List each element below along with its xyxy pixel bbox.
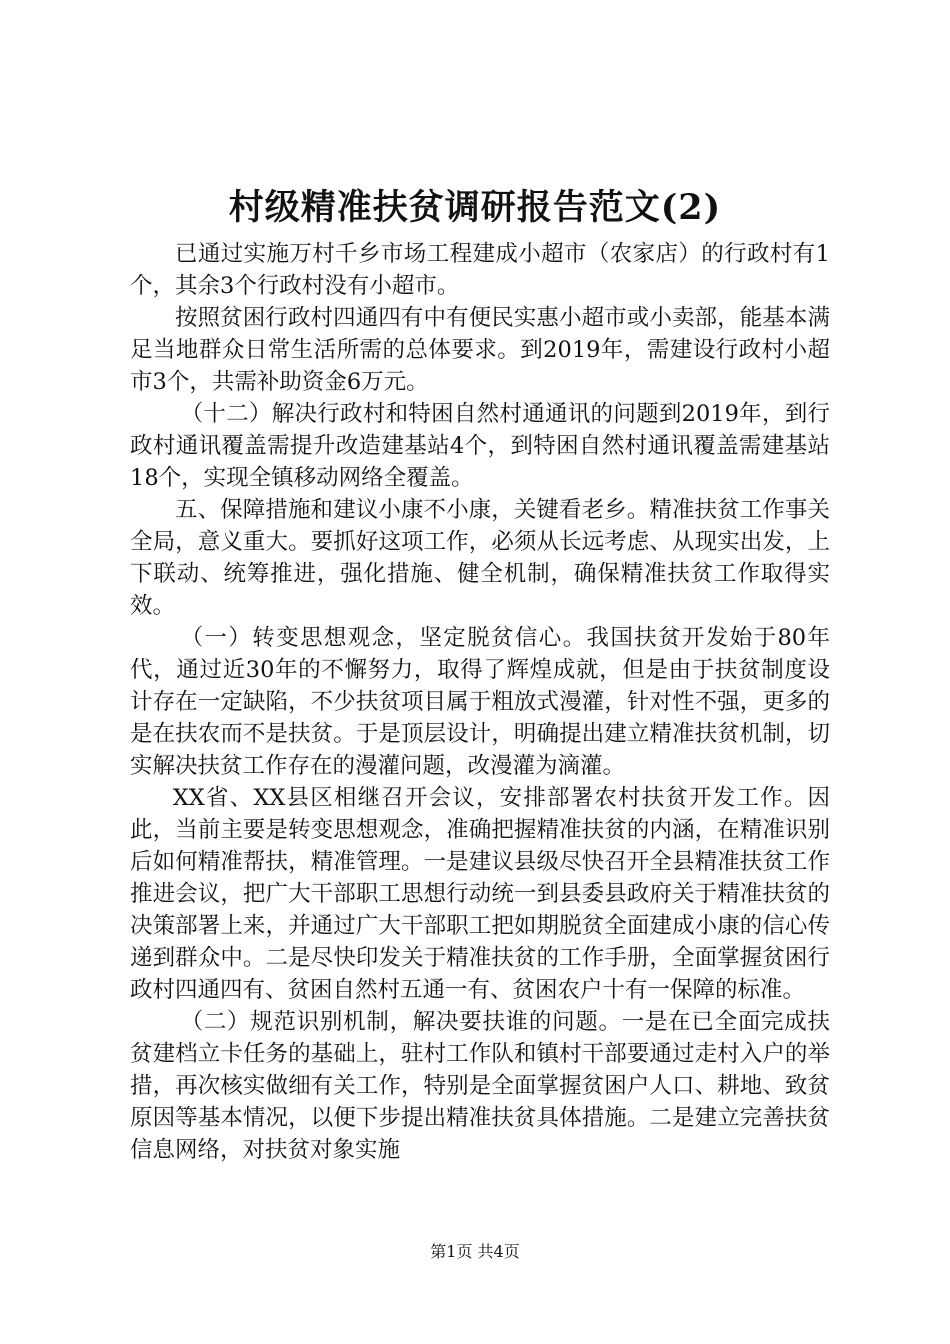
paragraph: 已通过实施万村千乡市场工程建成小超市（农家店）的行政村有1个，其余3个行政村没有小超市。: [130, 241, 830, 299]
paragraph: XX省、XX县区相继召开会议，安排部署农村扶贫开发工作。因此，当前主要是转变思想观念，准确把握精准扶贫的内涵，在精准识别后如何精准帮扶，精准管理。一是建议县级尽快召开全县精准扶贫工作推进会议，把广大干部职工思想行动统一到县委县政府关于精准扶贫的决策部署上来，并通过广大干部职工把如期脱贫全面建成小康的信心传递到群众中。二是尽快印发关于精准扶贫的工作手册，全面掌握贫困行政村四通四有、贫困自然村五通一有、贫困农户十有一保障的标准。: [130, 785, 830, 1003]
page-footer: 第1页 共4页: [430, 1242, 520, 1261]
paragraph: （十二）解决行政村和特困自然村通通讯的问题到2019年，到行政村通讯覆盖需提升改造建基站4个，到特困自然村通讯覆盖需建基站18个，实现全镇移动网络全覆盖。: [130, 401, 830, 491]
paragraph: 按照贫困行政村四通四有中有便民实惠小超市或小卖部，能基本满足当地群众日常生活所需的总体要求。到2019年，需建设行政村小超市3个，共需补助资金6万元。: [130, 305, 830, 395]
paragraph: （二）规范识别机制，解决要扶谁的问题。一是在已全面完成扶贫建档立卡任务的基础上，驻村工作队和镇村干部要通过走村入户的举措，再次核实做细有关工作，特别是全面掌握贫困户人口、耕地、致贫原因等基本情况，以便下步提出精准扶贫具体措施。二是建立完善扶贫信息网络，对扶贫对象实施: [130, 1009, 830, 1163]
document-title: 村级精准扶贫调研报告范文(2): [228, 187, 722, 228]
document-body: [130, 238, 830, 1166]
paragraph: （一）转变思想观念，坚定脱贫信心。我国扶贫开发始于80年代，通过近30年的不懈努力，取得了辉煌成就，但是由于扶贫制度设计存在一定缺陷，不少扶贫项目属于粗放式漫灌，针对性不强，更多的是在扶农而不是扶贫。于是顶层设计，明确提出建立精准扶贫机制，切实解决扶贫工作存在的漫灌问题，改漫灌为滴灌。: [130, 625, 830, 779]
paragraph: 五、保障措施和建议小康不小康，关键看老乡。精准扶贫工作事关全局，意义重大。要抓好这项工作，必须从长远考虑、从现实出发，上下联动、统筹推进，强化措施、健全机制，确保精准扶贫工作取得实效。: [130, 497, 830, 619]
